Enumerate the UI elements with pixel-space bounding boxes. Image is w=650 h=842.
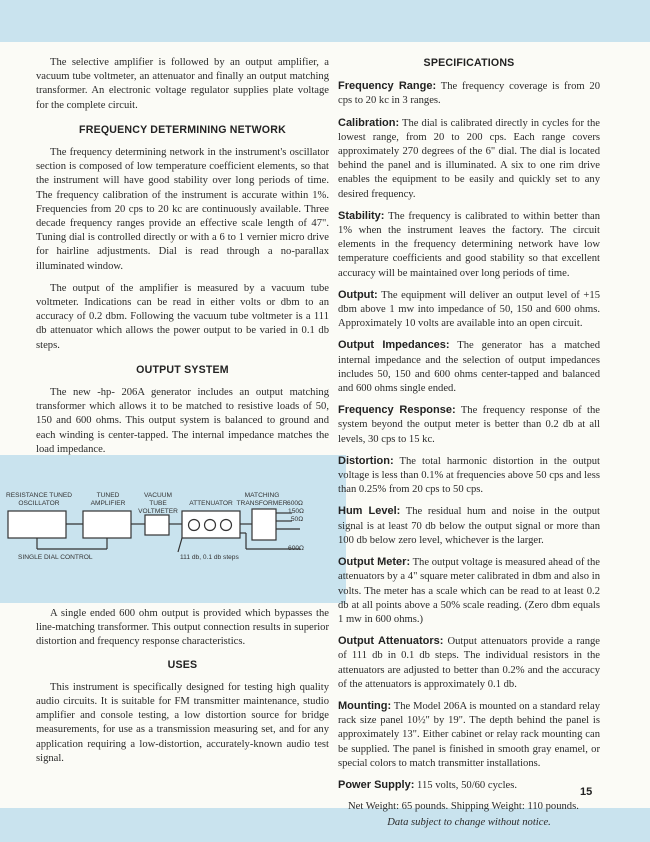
spec-text: The equipment will deliver an output level of +15 dbm above 1 mw into impedance of 50, 150 and 600 ohms. Approximately 10 volts are available into an open circuit. (338, 289, 600, 330)
spec-item (338, 634, 600, 692)
spec-label: Hum Level: (338, 505, 401, 518)
spec-text: The total harmonic distortion in the output voltage is less than 0.1% at frequencies above 50 cps and less than 0.25% from 20 cps to 50 cps. (338, 455, 600, 496)
spec-label: Output Attenuators: (338, 635, 444, 648)
spec-text: The generator has a matched internal impedance and the selection of output impedances includes 50, 150 and 600 ohms center-tapped and balanced and 600 ohms single ended. (338, 340, 601, 395)
ohm-150-label: 150Ω (288, 508, 304, 515)
top-band (0, 0, 650, 42)
output-system-heading: OUTPUT SYSTEM (136, 363, 229, 376)
fdn-heading: FREQUENCY DETERMINING NETWORK (79, 123, 286, 136)
xfmr-label: MATCHING TRANSFORMER (236, 492, 288, 507)
spec-list (338, 79, 600, 793)
single-dial-label: SINGLE DIAL CONTROL (18, 554, 93, 561)
att-label: ATTENUATOR (189, 500, 233, 507)
left-column (36, 56, 329, 465)
specifications-column (338, 56, 600, 838)
block-diagram (0, 455, 346, 603)
ohm-50-label: 50Ω (290, 516, 304, 523)
fdn-paragraph-1: The frequency determining network in the instrument's oscillator section is composed of low temperature coefficient elements, so that the instrument will have good stability over long periods of time. The frequency calibration of the instrument is accurate within 1%. Frequencies from 20 cps to 20 kc are continuously available. Three decade frequency ranges provide an effective scale length of 47". Tuning dial is controlled directly or with a 6 to 1 vernier micro drive for hairline adjustments. Dial is read through a no-parallax illuminated window. (36, 147, 329, 272)
amp-label: TUNED AMPLIFIER (90, 492, 126, 507)
spec-item (338, 209, 600, 281)
osc-label: RESISTANCE TUNED OSCILLATOR (5, 492, 73, 507)
spec-label: Stability: (338, 209, 385, 222)
spec-text: The frequency is calibrated to within better than 1% when the instrument leaves the factory. The circuit elements in the frequency determining network have low temperature coefficients and good stability so that excellent accuracy will be maintained over long periods of time. (338, 210, 600, 279)
specifications-heading: SPECIFICATIONS (423, 57, 515, 69)
uses-paragraph: This instrument is specifically designed for testing high quality audio circuits. It is suitable for FM transmitter maintenance, studio amplifier and console testing, a low distortion source for bridge measurements, for use as a transmission measuring set, and for any application requiring a low-distortion, accurately-known audio test signal. (36, 681, 329, 764)
spec-label: Output: (338, 288, 378, 301)
spec-label: Output Meter: (338, 556, 411, 569)
spec-text: Output attenuators provide a range of 111 db in 0.1 db steps. The individual resistors in the attenuators are adjusted to better than 0.2% and the accuracy of the attenuators is approximately 0.1 db. (338, 636, 600, 690)
spec-text: 115 volts, 50/60 cycles. (414, 779, 517, 791)
spec-item (338, 116, 600, 202)
spec-text: The frequency coverage is from 20 cps to 20 kc in 3 ranges. (338, 81, 601, 107)
spec-item (338, 338, 600, 396)
intro-paragraph: The selective amplifier is followed by an output amplifier, a vacuum tube voltmeter, an attenuator and finally an output matching transformer. An electronic voltage regulator supplies plate voltage for the complete circuit. (36, 57, 329, 111)
spec-item (338, 504, 600, 548)
spec-label: Power Supply: (338, 778, 415, 791)
notice-line: Data subject to change without notice. (387, 817, 551, 829)
spec-item (338, 288, 600, 332)
spec-item (338, 555, 600, 627)
spec-label: Distortion: (338, 454, 394, 467)
left-column-lower (36, 607, 329, 774)
fdn-paragraph-2: The output of the amplifier is measured by a vacuum tube voltmeter. Indications can be read in either volts or dbm to an accuracy of 0.2 dbm. Following the vacuum tube voltmeter is a 111 db attenuator which allows the power output to be varied in 0.1 db steps. (36, 282, 329, 351)
spec-text: The dial is calibrated directly in cycles for the lowest range, from 20 to 200 cps. Each range covers approximately 270 degrees of the 6" dial. The dial is located behind the panel and is illuminated. A six to one rim drive enables the equipment to be easily and quickly set to any desired frequency. (338, 117, 600, 200)
block-diagram-lines (0, 455, 346, 603)
ohm-600-label: 600Ω (287, 500, 303, 507)
weight-line: Net Weight: 65 pounds. Shipping Weight: 110 pounds. (348, 801, 579, 813)
spec-label: Frequency Response: (338, 404, 456, 417)
spec-text: The output voltage is measured ahead of the attenuators by a 4" square meter calibrated in dbm and also in volts. The meter has a scale which can be read to at least 0.2 db at all points above a 50% scale reading. (Zero dbm equals 1 mw in 600 ohms.) (338, 557, 600, 625)
ohm-600-single-label: 600Ω (288, 545, 304, 552)
spec-label: Output Impedances: (338, 339, 450, 352)
spec-item (338, 79, 600, 108)
spec-item (338, 403, 600, 447)
output-system-paragraph-2: A single ended 600 ohm output is provided which bypasses the line-matching transformer. This output connection results in superior distortion and frequency response characteristics. (36, 608, 329, 648)
spec-text: The Model 206A is mounted on a standard relay rack size panel 10½" by 19". The depth behind the panel is approximately 13". Either cabinet or relay rack mounting can be supplied. The panel is finished in smooth gray enamel, or special colors to match transmitter installations. (338, 700, 600, 769)
output-system-paragraph: The new -hp- 206A generator includes an output matching transformer which allows it to be matched to resistive loads of 50, 150 and 600 ohms. This output system is balanced to ground and each winding is center-tapped. The internal impedance matches the load impedance. (36, 387, 329, 455)
spec-item (338, 699, 600, 771)
spec-text: The residual hum and noise in the output signal is at least 70 db below the output signal or more than 100 db below zero level, whichever is the larger. (338, 506, 601, 546)
spec-label: Calibration: (338, 116, 400, 129)
spec-item (338, 454, 600, 498)
spec-item (338, 778, 600, 793)
steps-label: 111 db, 0.1 db steps (180, 554, 239, 561)
uses-heading: USES (167, 658, 198, 671)
spec-label: Frequency Range: (338, 80, 437, 93)
page-number: 15 (580, 786, 593, 798)
spec-text: The frequency response of the system beyond the output meter is better than 0.2 db at all levels, 30 cps to 15 kc. (338, 405, 600, 445)
spec-label: Mounting: (338, 699, 392, 712)
vtvm-label: VACUUM TUBE VOLTMETER (138, 492, 178, 515)
